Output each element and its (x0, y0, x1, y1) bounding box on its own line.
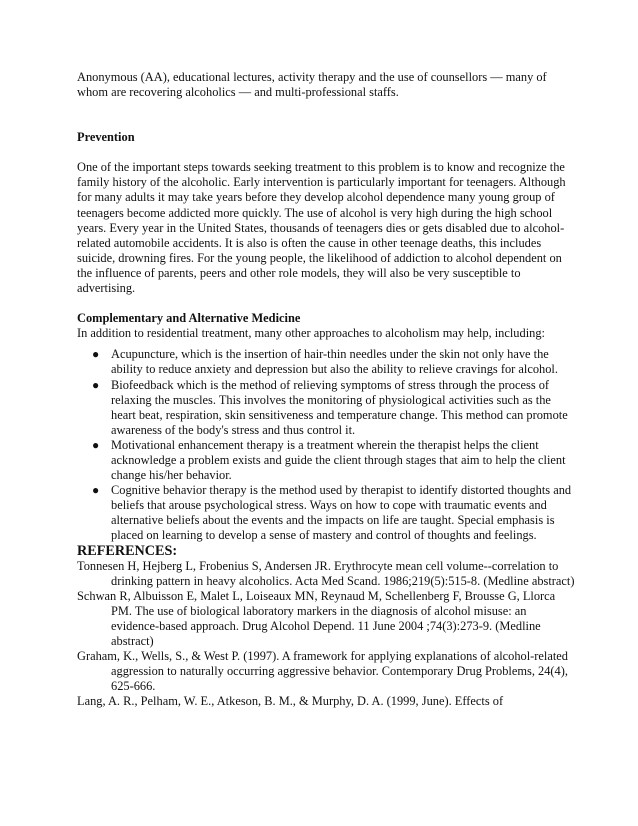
reference-entry: Schwan R, Albuisson E, Malet L, Loiseaux MN, Reynaud M, Schellenberg F, Brousse G, Llorca PM. The use of biological laboratory markers in the diagnosis of alcohol misuse: an evidence-based approach. Drug Alcohol Depend. 11 June 2004 ;74(3):273-9. (Medline abstract) (77, 588, 556, 649)
references-heading: REFERENCES: (77, 542, 178, 559)
cam-lead: In addition to residential treatment, many other approaches to alcoholism may help, including: (77, 326, 545, 341)
bullet-icon: ● (92, 437, 100, 452)
list-item (77, 378, 577, 438)
treatment-list (77, 347, 577, 543)
prevention-heading: Prevention (77, 130, 135, 145)
list-item (77, 438, 577, 483)
intro-paragraph: Anonymous (AA), educational lectures, activity therapy and the use of counsellors — many of whom are recovering alcoholics — and multi-professional staffs. (77, 70, 547, 100)
bullet-icon: ● (92, 377, 100, 392)
list-item (77, 347, 577, 377)
cam-heading: Complementary and Alternative Medicine (77, 311, 301, 326)
list-item-text: Motivational enhancement therapy is a treatment wherein the therapist helps the client acknowledge a problem exists and guide the client through stages that aim to help the client change his/her behavior. (111, 437, 566, 483)
reference-entry: Lang, A. R., Pelham, W. E., Atkeson, B. M., & Murphy, D. A. (1999, June). Effects of (77, 694, 504, 709)
list-item-text: Acupuncture, which is the insertion of hair-thin needles under the skin not only have the ability to reduce anxiety and depression but also the ability to relieve cravings for alcohol. (111, 347, 558, 377)
document-page (77, 70, 577, 710)
prevention-paragraph: One of the important steps towards seeking treatment to this problem is to know and recognize the family history of the alcoholic. Early intervention is particularly important for teenagers. Although for many adults it may take years before they develop alcohol dependence many young group of teenagers become addicted more quickly. The use of alcohol is very high during the high school years. Every year in the United States, thousands of teenagers dies or gets disabled due to alcohol-related automobile accidents. It is also is often the cause in other teenage deaths, this includes suicide, drowning fires. For the young people, the likelihood of addiction to alcohol dependent on the influence of parents, peers and other role models, they will also be very susceptible to advertising. (77, 160, 566, 296)
list-item-text: Cognitive behavior therapy is the method used by therapist to identify distorted thoughts and beliefs that arouse psychological stress. Ways on how to cope with traumatic events and alternative beliefs about the events and the impacts on life are taught. Special emphasis is placed on learning to develop a sense of mastery and control of thoughts and feelings. (111, 483, 572, 543)
list-item-text: Biofeedback which is the method of relieving symptoms of stress through the process of relaxing the muscles. This involves the monitoring of physiological activities such as the heart beat, respiration, skin sensitiveness and temperature change. This method can promote awareness of the body's stress and thus control it. (111, 377, 568, 437)
reference-entry: Graham, K., Wells, S., & West P. (1997). A framework for applying explanations of alcohol-related aggression to naturally occurring aggressive behavior. Contemporary Drug Problems, 24(4), 625-666. (77, 649, 568, 694)
bullet-icon: ● (92, 483, 100, 498)
bullet-icon: ● (92, 347, 100, 362)
reference-entry: Tonnesen H, Hejberg L, Frobenius S, Andersen JR. Erythrocyte mean cell volume--correlation to drinking pattern in heavy alcoholics. Acta Med Scand. 1986;219(5):515-8. (Medline abstract) (77, 558, 575, 588)
list-item (77, 483, 577, 543)
